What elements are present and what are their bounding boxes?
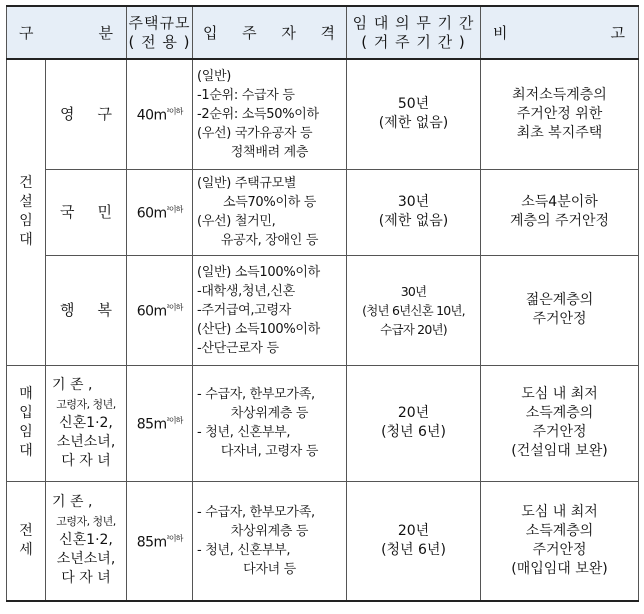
table-row bbox=[7, 59, 639, 169]
size-cell bbox=[127, 481, 193, 601]
eligibility-line: -1순위: 수급자 등 bbox=[197, 87, 295, 103]
sub-line: 고령자, 청년, bbox=[56, 515, 116, 529]
rental-housing-table bbox=[6, 5, 639, 602]
note-cell bbox=[481, 169, 639, 255]
period-cell bbox=[347, 365, 481, 481]
period-line: 20년 bbox=[397, 405, 430, 421]
group-char: 임 bbox=[19, 213, 33, 230]
header-category-char: 구 bbox=[19, 24, 35, 42]
eligibility-line: 정책배려 계층 bbox=[230, 144, 309, 160]
sub-char: 민 bbox=[97, 202, 112, 221]
sub-category bbox=[46, 169, 127, 255]
note-line: 소득계층의 bbox=[525, 522, 594, 539]
header-period bbox=[347, 6, 481, 59]
note-line: (매입임대 보완) bbox=[511, 560, 608, 577]
group-char: 전 bbox=[19, 522, 33, 539]
eligibility-line: -2순위: 소득50%이하 bbox=[197, 106, 319, 122]
header-category bbox=[7, 6, 127, 59]
header-eligibility-char: 입 bbox=[203, 24, 219, 42]
eligibility-line: (일반) 주택규모별 bbox=[197, 176, 297, 191]
group-char: 입 bbox=[19, 405, 33, 421]
table-row bbox=[7, 481, 639, 601]
note-line: 주거안정 bbox=[532, 311, 587, 327]
period-line: 20년 bbox=[397, 522, 430, 539]
group-char: 건 bbox=[19, 175, 33, 192]
header-period-line2: ( 거 주 기 간 ) bbox=[361, 32, 466, 51]
sub-line: 기 존 , bbox=[52, 376, 93, 393]
period-cell bbox=[347, 481, 481, 601]
sub-category bbox=[46, 481, 127, 601]
note-line: 소득계층의 bbox=[525, 405, 594, 421]
size-value: 60m bbox=[136, 205, 167, 222]
period-line: 수급자 20년) bbox=[380, 321, 447, 337]
eligibility-line: - 수급자, 한부모가족, bbox=[197, 387, 315, 402]
header-row bbox=[7, 6, 639, 59]
header-eligibility bbox=[193, 6, 347, 59]
period-line: (제한 없음) bbox=[378, 115, 449, 132]
header-size-line2: ( 전 용 ) bbox=[128, 32, 191, 51]
size-value: 60m bbox=[136, 303, 167, 320]
sub-char: 행 bbox=[60, 300, 75, 319]
sub-char: 영 bbox=[60, 104, 75, 123]
group-char: 설 bbox=[19, 194, 33, 211]
period-line: 30년 bbox=[397, 194, 430, 210]
header-note-char: 고 bbox=[610, 24, 626, 42]
size-value: 85m bbox=[136, 416, 167, 433]
sub-line: 신혼1·2, bbox=[59, 414, 113, 431]
sub-category bbox=[46, 59, 127, 169]
sub-char: 국 bbox=[60, 202, 75, 221]
period-cell bbox=[347, 255, 481, 365]
eligibility-line: - 수급자, 한부모가족, bbox=[197, 504, 315, 520]
period-line: (제한 없음) bbox=[378, 213, 449, 229]
period-line: (청년 6년신혼 10년, bbox=[362, 302, 465, 318]
header-size bbox=[127, 6, 193, 59]
eligibility-cell bbox=[193, 481, 347, 601]
eligibility-cell bbox=[193, 59, 347, 169]
period-line: 30년 bbox=[400, 283, 427, 299]
note-line: 주거안정 위한 bbox=[516, 105, 603, 122]
note-line: 도심 내 최저 bbox=[521, 503, 598, 520]
eligibility-line: -주거급여,고령자 bbox=[197, 302, 292, 318]
period-line: (청년 6년) bbox=[381, 541, 446, 558]
size-value: 85m bbox=[136, 534, 167, 551]
sub-line: 신혼1·2, bbox=[59, 532, 113, 549]
note-line: 주거안정 bbox=[532, 424, 587, 440]
note-line: 계층의 주거안정 bbox=[509, 213, 610, 229]
group-construction bbox=[7, 59, 46, 365]
eligibility-line: 다자녀, 고령자 등 bbox=[220, 444, 319, 459]
sub-line: 고령자, 청년, bbox=[56, 397, 116, 411]
note-cell bbox=[481, 59, 639, 169]
sub-char: 복 bbox=[97, 300, 112, 319]
note-line: 최저소득계층의 bbox=[512, 86, 607, 103]
table-row bbox=[7, 169, 639, 255]
size-cell bbox=[127, 169, 193, 255]
note-line: 주거안정 bbox=[532, 541, 587, 558]
size-value: 40m bbox=[136, 108, 167, 125]
eligibility-line: (일반) bbox=[197, 68, 232, 84]
size-cell bbox=[127, 255, 193, 365]
period-line: 50년 bbox=[397, 96, 430, 113]
size-suffix: ²이하 bbox=[166, 416, 183, 426]
header-category-char: 분 bbox=[98, 24, 114, 42]
group-char: 세 bbox=[19, 541, 33, 558]
sub-line: 소년소녀, bbox=[56, 551, 116, 568]
note-cell bbox=[481, 255, 639, 365]
note-cell bbox=[481, 481, 639, 601]
header-eligibility-char: 주 bbox=[242, 24, 258, 42]
sub-line: 다 자 녀 bbox=[61, 570, 111, 587]
eligibility-line: (산단) 소득100%이하 bbox=[197, 321, 320, 337]
group-char: 임 bbox=[19, 424, 33, 440]
size-cell bbox=[127, 365, 193, 481]
eligibility-cell bbox=[193, 169, 347, 255]
header-note bbox=[481, 6, 639, 59]
eligibility-line: (우선) 국가유공자 등 bbox=[197, 125, 313, 141]
size-cell bbox=[127, 59, 193, 169]
eligibility-line: -산단근로자 등 bbox=[197, 340, 279, 356]
period-cell bbox=[347, 59, 481, 169]
sub-char: 구 bbox=[97, 104, 112, 123]
header-eligibility-char: 자 bbox=[281, 24, 297, 42]
size-suffix: ²이하 bbox=[166, 533, 183, 543]
group-char: 매 bbox=[19, 386, 33, 402]
group-char: 대 bbox=[19, 232, 33, 249]
note-line: (건설임대 보완) bbox=[511, 443, 608, 459]
note-line: 소득4분이하 bbox=[521, 194, 598, 210]
period-cell bbox=[347, 169, 481, 255]
group-purchase bbox=[7, 365, 46, 481]
sub-line: 기 존 , bbox=[52, 494, 93, 511]
period-line: (청년 6년) bbox=[381, 424, 446, 440]
eligibility-cell bbox=[193, 365, 347, 481]
group-jeonse bbox=[7, 481, 46, 601]
eligibility-line: 차상위계층 등 bbox=[230, 406, 309, 421]
note-line: 젊은계층의 bbox=[525, 292, 594, 308]
eligibility-line: 차상위계층 등 bbox=[230, 523, 309, 539]
note-line: 최초 복지주택 bbox=[516, 124, 603, 141]
group-char: 대 bbox=[19, 443, 33, 459]
header-note-char: 비 bbox=[493, 24, 509, 42]
table-row bbox=[7, 255, 639, 365]
header-period-line1: 임 대 의 무 기 간 bbox=[352, 13, 475, 32]
note-line: 도심 내 최저 bbox=[521, 386, 598, 402]
eligibility-line: - 청년, 신혼부부, bbox=[197, 425, 291, 440]
size-suffix: ²이하 bbox=[166, 205, 183, 215]
eligibility-line: 다자녀 등 bbox=[243, 561, 296, 577]
eligibility-line: -대학생,청년,신혼 bbox=[197, 283, 295, 299]
header-eligibility-char: 격 bbox=[320, 24, 336, 42]
sub-line: 소년소녀, bbox=[56, 433, 116, 450]
eligibility-cell bbox=[193, 255, 347, 365]
eligibility-line: (일반) 소득100%이하 bbox=[197, 264, 320, 280]
eligibility-line: 유공자, 장애인 등 bbox=[220, 233, 319, 248]
eligibility-line: (우선) 철거민, bbox=[197, 214, 276, 229]
sub-category bbox=[46, 365, 127, 481]
size-suffix: ²이하 bbox=[166, 107, 183, 117]
sub-category bbox=[46, 255, 127, 365]
eligibility-line: 소득70%이하 등 bbox=[222, 195, 317, 210]
header-size-line1: 주택규모 bbox=[128, 13, 191, 32]
note-cell bbox=[481, 365, 639, 481]
table-row bbox=[7, 365, 639, 481]
sub-line: 다 자 녀 bbox=[61, 452, 111, 469]
size-suffix: ²이하 bbox=[166, 303, 183, 313]
eligibility-line: - 청년, 신혼부부, bbox=[197, 542, 291, 558]
